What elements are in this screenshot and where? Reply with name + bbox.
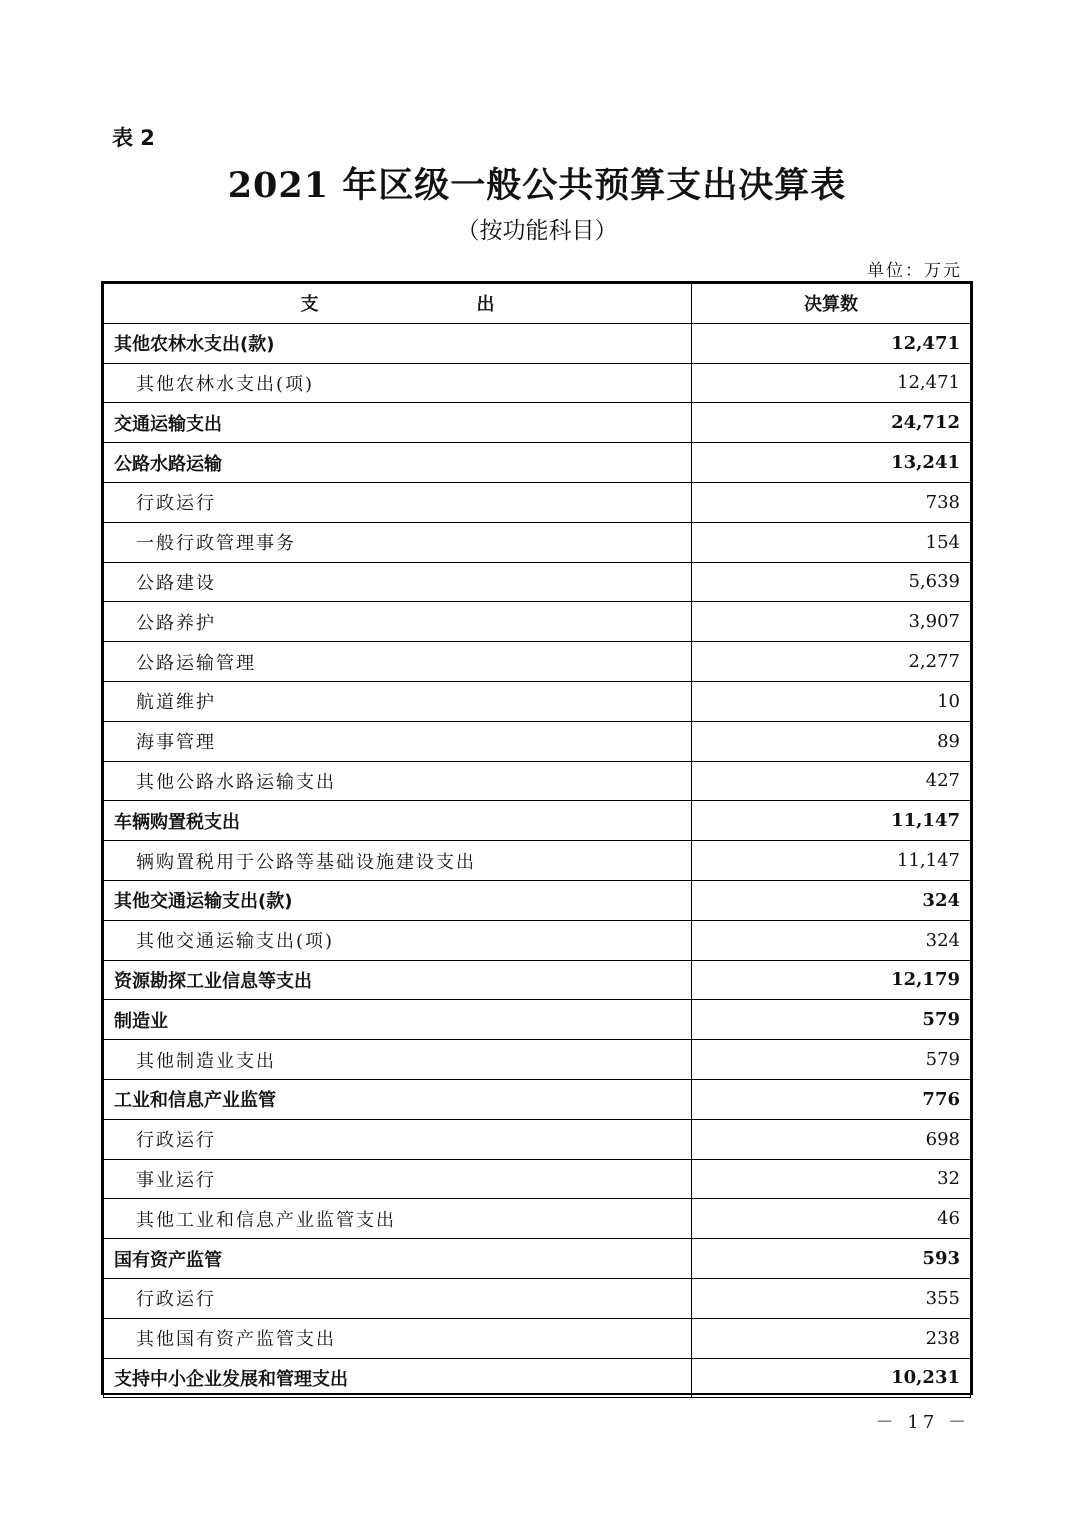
row-item-value: 427 — [692, 761, 971, 801]
table-row — [104, 1318, 971, 1358]
row-item-value: 12,471 — [692, 323, 971, 363]
row-item-name: 事业运行 — [104, 1159, 692, 1199]
row-item-name: 资源勘探工业信息等支出 — [104, 960, 692, 1000]
table-row — [104, 443, 971, 483]
table-row — [104, 841, 971, 881]
table-label: 表 2 — [112, 126, 155, 150]
row-item-value: 5,639 — [692, 562, 971, 602]
row-item-name: 航道维护 — [104, 681, 692, 721]
table-row — [104, 1119, 971, 1159]
table-row — [104, 960, 971, 1000]
row-item-name: 制造业 — [104, 1000, 692, 1040]
table-row — [104, 1199, 971, 1239]
row-item-value: 324 — [692, 920, 971, 960]
row-item-value: 12,471 — [692, 363, 971, 403]
table-row — [104, 602, 971, 642]
row-item-value: 12,179 — [692, 960, 971, 1000]
page-title: 2021 年区级一般公共预算支出决算表 — [227, 165, 847, 206]
row-item-value: 10 — [692, 681, 971, 721]
row-item-value: 89 — [692, 721, 971, 761]
row-item-name: 行政运行 — [104, 1278, 692, 1318]
row-item-value: 46 — [692, 1199, 971, 1239]
row-item-name: 公路建设 — [104, 562, 692, 602]
row-item-name: 行政运行 — [104, 482, 692, 522]
table-row — [104, 1239, 971, 1279]
row-item-value: 11,147 — [692, 841, 971, 881]
row-item-name: 公路养护 — [104, 602, 692, 642]
table-row — [104, 920, 971, 960]
unit-label: 单位：万元 — [867, 261, 962, 281]
column-header-final-amount: 决算数 — [692, 284, 971, 324]
row-item-name: 其他国有资产监管支出 — [104, 1318, 692, 1358]
page-subtitle: （按功能科目） — [456, 218, 618, 244]
row-item-value: 324 — [692, 880, 971, 920]
row-item-name: 公路水路运输 — [104, 443, 692, 483]
row-item-name: 其他工业和信息产业监管支出 — [104, 1199, 692, 1239]
budget-table — [103, 283, 971, 1398]
row-item-name: 车辆购置税支出 — [104, 801, 692, 841]
row-item-value: 593 — [692, 1239, 971, 1279]
row-item-value: 154 — [692, 522, 971, 562]
table-row — [104, 681, 971, 721]
row-item-name: 其他制造业支出 — [104, 1040, 692, 1080]
row-item-name: 一般行政管理事务 — [104, 522, 692, 562]
table-row — [104, 761, 971, 801]
table-row — [104, 1159, 971, 1199]
row-item-name: 海事管理 — [104, 721, 692, 761]
table-row — [104, 403, 971, 443]
row-item-value: 238 — [692, 1318, 971, 1358]
table-row — [104, 363, 971, 403]
row-item-value: 24,712 — [692, 403, 971, 443]
row-item-value: 13,241 — [692, 443, 971, 483]
row-item-value: 10,231 — [692, 1358, 971, 1398]
table-row — [104, 721, 971, 761]
table-body — [104, 323, 971, 1398]
table-row — [104, 1278, 971, 1318]
table-row — [104, 1040, 971, 1080]
row-item-name: 其他农林水支出(项) — [104, 363, 692, 403]
page-number: － 17 － — [875, 1412, 970, 1433]
row-item-value: 738 — [692, 482, 971, 522]
row-item-name: 工业和信息产业监管 — [104, 1079, 692, 1119]
row-item-name: 公路运输管理 — [104, 642, 692, 682]
row-item-value: 32 — [692, 1159, 971, 1199]
row-item-value: 355 — [692, 1278, 971, 1318]
table-row — [104, 522, 971, 562]
row-item-value: 698 — [692, 1119, 971, 1159]
table-header-row — [104, 284, 971, 324]
row-item-name: 其他交通运输支出(项) — [104, 920, 692, 960]
table-row — [104, 323, 971, 363]
row-item-value: 776 — [692, 1079, 971, 1119]
row-item-name: 其他农林水支出(款) — [104, 323, 692, 363]
table-row — [104, 1358, 971, 1398]
row-item-name: 行政运行 — [104, 1119, 692, 1159]
row-item-value: 579 — [692, 1040, 971, 1080]
row-item-name: 其他交通运输支出(款) — [104, 880, 692, 920]
row-item-name: 国有资产监管 — [104, 1239, 692, 1279]
table-row — [104, 801, 971, 841]
table-row — [104, 1079, 971, 1119]
row-item-name: 辆购置税用于公路等基础设施建设支出 — [104, 841, 692, 881]
row-item-value: 2,277 — [692, 642, 971, 682]
row-item-name: 其他公路水路运输支出 — [104, 761, 692, 801]
row-item-value: 3,907 — [692, 602, 971, 642]
table-row — [104, 1000, 971, 1040]
table-row — [104, 642, 971, 682]
column-header-expenditure: 支 出 — [104, 284, 692, 324]
table-row — [104, 880, 971, 920]
row-item-value: 579 — [692, 1000, 971, 1040]
budget-table-container — [101, 281, 973, 1395]
table-row — [104, 562, 971, 602]
row-item-name: 交通运输支出 — [104, 403, 692, 443]
row-item-name: 支持中小企业发展和管理支出 — [104, 1358, 692, 1398]
table-row — [104, 482, 971, 522]
row-item-value: 11,147 — [692, 801, 971, 841]
